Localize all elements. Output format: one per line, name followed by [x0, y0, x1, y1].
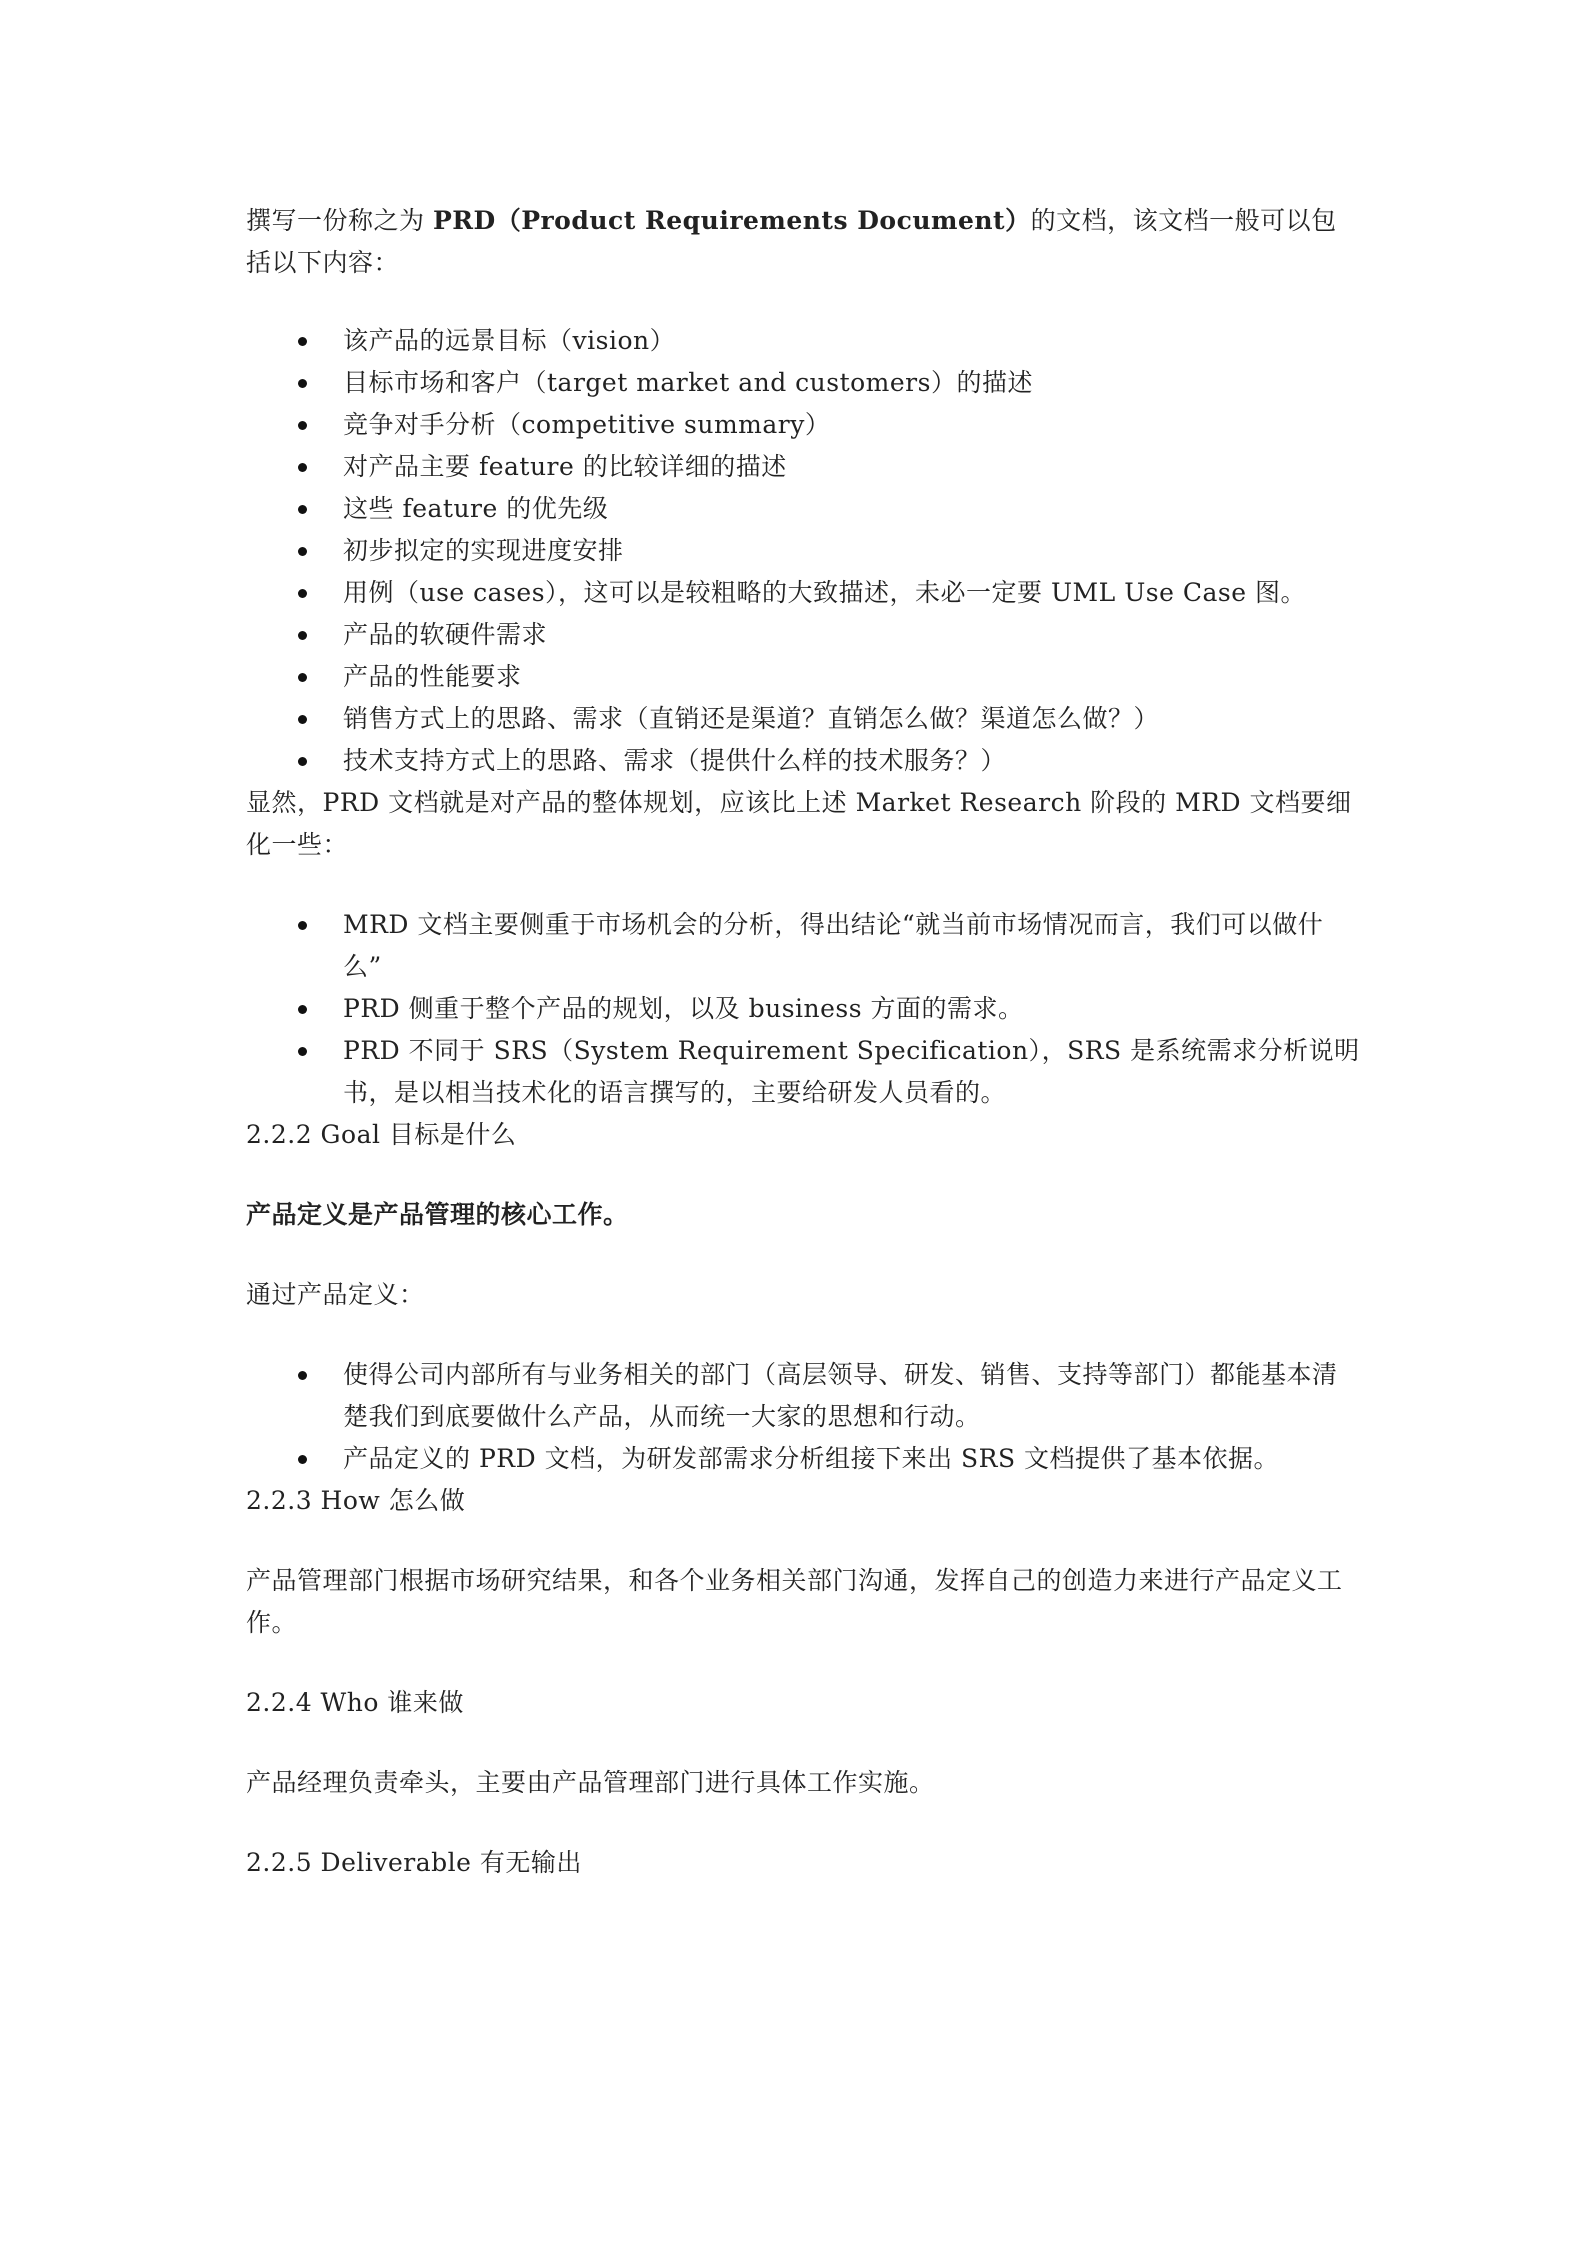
list-item: PRD 侧重于整个产品的规划，以及 business 方面的需求。: [246, 988, 1361, 1030]
list-item: 该产品的远景目标（vision）: [246, 320, 1361, 362]
bullet-icon: [298, 379, 307, 388]
list-item: 初步拟定的实现进度安排: [246, 530, 1361, 572]
bullet-icon: [298, 589, 307, 598]
list-item: 产品定义的 PRD 文档，为研发部需求分析组接下来出 SRS 文档提供了基本依据。: [246, 1438, 1361, 1480]
who-text: 产品经理负责牵头，主要由产品管理部门进行具体工作实施。: [246, 1768, 935, 1797]
bullet-icon: [298, 715, 307, 724]
goal-heading: 2.2.2 Goal 目标是什么: [246, 1120, 517, 1149]
feature-list: [246, 320, 1361, 782]
list-item: 这些 feature 的优先级: [246, 488, 1361, 530]
list-item: 产品的性能要求: [246, 656, 1361, 698]
list-item: 用例（use cases），这可以是较粗略的大致描述，未必一定要 UML Use Case 图。: [246, 572, 1361, 614]
how-heading: 2.2.3 How 怎么做: [246, 1486, 466, 1515]
bullet-icon: [298, 337, 307, 346]
how-text: 产品管理部门根据市场研究结果，和各个业务相关部门沟通，发挥自己的创造力来进行产品定义工作。: [246, 1566, 1343, 1637]
intro-tail: 的文档，该文档一般可以包括以下内容：: [246, 206, 1337, 277]
deliverable-heading: 2.2.5 Deliverable 有无输出: [246, 1848, 582, 1877]
mrd-comparison-list: [246, 904, 1361, 1114]
list-item: 对产品主要 feature 的比较详细的描述: [246, 446, 1361, 488]
bullet-icon: [298, 1455, 307, 1464]
list-item: MRD 文档主要侧重于市场机会的分析，得出结论“就当前市场情况而言，我们可以做什么”: [246, 904, 1361, 988]
bullet-icon: [298, 673, 307, 682]
intro-paragraph: [246, 200, 1361, 284]
bullet-icon: [298, 421, 307, 430]
bullet-icon: [298, 1371, 307, 1380]
list-item: 技术支持方式上的思路、需求（提供什么样的技术服务？）: [246, 740, 1361, 782]
goal-lead: 通过产品定义：: [246, 1280, 425, 1309]
list-item: 目标市场和客户（target market and customers）的描述: [246, 362, 1361, 404]
list-item: 竞争对手分析（competitive summary）: [246, 404, 1361, 446]
bullet-icon: [298, 921, 307, 930]
list-item: 产品的软硬件需求: [246, 614, 1361, 656]
bullet-icon: [298, 1005, 307, 1014]
prd-term: PRD（Product Requirements Document）: [432, 206, 1031, 235]
document-body: [246, 200, 1361, 1922]
bullet-icon: [298, 463, 307, 472]
bullet-icon: [298, 505, 307, 514]
list-item: 使得公司内部所有与业务相关的部门（高层领导、研发、销售、支持等部门）都能基本清楚我们到底要做什么产品，从而统一大家的思想和行动。: [246, 1354, 1361, 1438]
bullet-icon: [298, 547, 307, 556]
list-item: PRD 不同于 SRS（System Requirement Specification），SRS 是系统需求分析说明书，是以相当技术化的语言撰写的，主要给研发人员看的。: [246, 1030, 1361, 1114]
bullet-icon: [298, 757, 307, 766]
mrd-paragraph: 显然，PRD 文档就是对产品的整体规划，应该比上述 Market Research 阶段的 MRD 文档要细化一些：: [246, 788, 1352, 859]
intro-lead: 撰写一份称之为: [246, 206, 433, 235]
goal-bold-statement: 产品定义是产品管理的核心工作。: [246, 1200, 629, 1229]
goal-list: [246, 1354, 1361, 1480]
bullet-icon: [298, 1047, 307, 1056]
list-item: 销售方式上的思路、需求（直销还是渠道？直销怎么做？渠道怎么做？）: [246, 698, 1361, 740]
who-heading: 2.2.4 Who 谁来做: [246, 1688, 464, 1717]
bullet-icon: [298, 631, 307, 640]
